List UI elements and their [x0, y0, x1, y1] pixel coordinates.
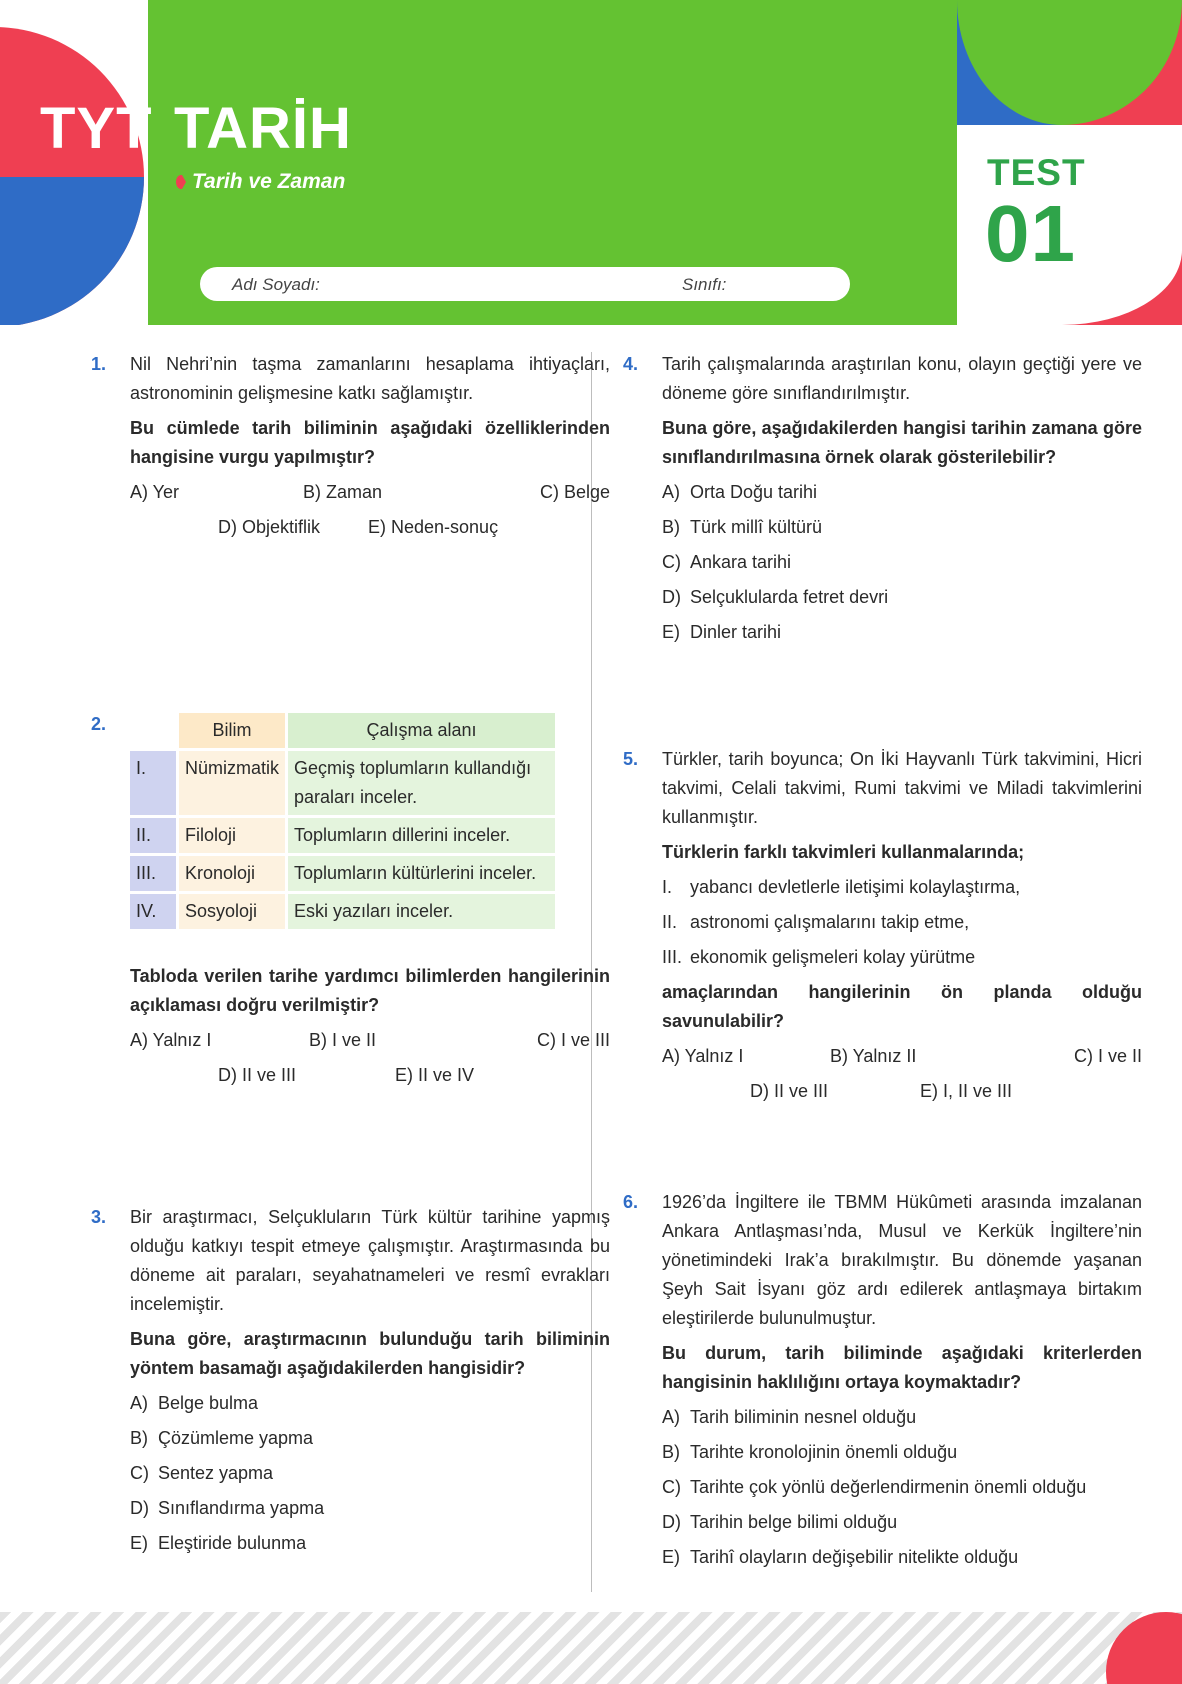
- table-row: [130, 856, 555, 891]
- question-stem: Türkler, tarih boyunca; On İki Hayvanlı Türk takvimini, Hicri takvimi, Celali takvimi, Rumi takvimi ve Miladi takvimlerini kullanmıştır.: [662, 749, 1142, 827]
- option-c[interactable]: C) I ve III: [536, 1030, 610, 1050]
- options-row-1: [130, 1026, 610, 1055]
- question-prompt: Bu cümlede tarih biliminin aşağıdaki özelliklerinden hangisine vurgu yapılmıştır?: [130, 418, 610, 467]
- option-a[interactable]: A) Orta Doğu tarihi: [662, 482, 818, 502]
- option-e[interactable]: E) II ve IV: [395, 1065, 475, 1085]
- table-row: [130, 751, 555, 815]
- question-number: 2.: [91, 714, 107, 734]
- row-science: Sosyoloji: [179, 894, 285, 929]
- question-prompt: Buna göre, araştırmacının bulunduğu tarih biliminin yöntem basamağı aşağıdakilerden hangisidir?: [130, 1329, 610, 1378]
- arrow-bullet-icon: [176, 175, 186, 189]
- question-number: 3.: [91, 1207, 107, 1227]
- option-e[interactable]: E) I, II ve III: [920, 1081, 1013, 1101]
- options-row-2: [662, 1077, 1142, 1106]
- options-list: [662, 1403, 1142, 1572]
- options-row-2: [130, 513, 610, 542]
- option-a[interactable]: A) Yer: [130, 482, 180, 502]
- sciences-table: [127, 710, 558, 932]
- option-c[interactable]: C) Belge: [539, 482, 610, 502]
- options-row-1: [130, 478, 610, 507]
- question-prompt: Bu durum, tarih biliminde aşağıdaki kriterlerden hangisinin haklılığını ortaya koymaktadır?: [662, 1343, 1142, 1392]
- row-number: II.: [130, 818, 176, 853]
- option-e[interactable]: E) Tarihî olayların değişebilir nitelikte olduğu: [662, 1547, 1019, 1567]
- question-prompt: Buna göre, aşağıdakilerden hangisi tarihin zamana göre sınıflandırılmasına örnek olarak gösterilebilir?: [662, 418, 1142, 467]
- option-b[interactable]: B) Çözümleme yapma: [130, 1428, 314, 1448]
- footer-corner-decoration: [1106, 1612, 1182, 1684]
- option-d[interactable]: D) Tarihin belge bilimi olduğu: [662, 1512, 898, 1532]
- table-row: [130, 894, 555, 929]
- question-number: 4.: [623, 354, 639, 374]
- question-stem: Nil Nehri’nin taşma zamanlarını hesaplama ihtiyaçları, astronominin gelişmesine katkı sağlamıştır.: [130, 354, 610, 403]
- row-science: Kronoloji: [179, 856, 285, 891]
- option-a[interactable]: A) Yalnız I: [130, 1030, 212, 1050]
- row-field: Toplumların kültürlerini inceler.: [288, 856, 555, 891]
- option-a[interactable]: A) Belge bulma: [130, 1393, 259, 1413]
- options-list: [130, 1389, 610, 1558]
- table-header-alan: Çalışma alanı: [288, 713, 555, 748]
- option-d[interactable]: D) II ve III: [750, 1081, 829, 1101]
- option-e[interactable]: E) Neden-sonuç: [368, 517, 499, 537]
- question-stem: 1926’da İngiltere ile TBMM Hükûmeti arasında imzalanan Ankara Antlaşması’nda, Musul ve Kerkük İngiltere’nin yönetimindeki Irak’a bırakılmıştır. Bu dönemde yaşanan Şeyh Sait İsyanı göz ardı edilerek antlaşmaya birtakım eleştirilerde bulunulmuştur.: [662, 1192, 1142, 1328]
- row-number: IV.: [130, 894, 176, 929]
- options-row-2: [130, 1061, 610, 1090]
- row-science: Nümizmatik: [179, 751, 285, 815]
- name-label: Adı Soyadı:: [232, 275, 320, 294]
- row-field: Geçmiş toplumların kullandığı paraları inceler.: [288, 751, 555, 815]
- option-d[interactable]: D) II ve III: [218, 1065, 297, 1085]
- option-c[interactable]: C) Ankara tarihi: [662, 552, 792, 572]
- statement-item: I. yabancı devletlerle iletişimi kolaylaştırma,: [662, 877, 1021, 897]
- option-a[interactable]: A) Yalnız I: [662, 1046, 744, 1066]
- row-science: Filoloji: [179, 818, 285, 853]
- option-c[interactable]: C) Tarihte çok yönlü değerlendirmenin önemli olduğu: [662, 1477, 1087, 1497]
- option-b[interactable]: B) Zaman: [303, 482, 383, 502]
- question-4: [623, 350, 1142, 653]
- options-row-1: [662, 1042, 1142, 1071]
- question-2: [91, 710, 610, 1096]
- option-e[interactable]: E) Eleştiride bulunma: [130, 1533, 307, 1553]
- option-d[interactable]: D) Selçuklularda fetret devri: [662, 587, 889, 607]
- question-5: [623, 745, 1142, 1112]
- option-d[interactable]: D) Sınıflandırma yapma: [130, 1498, 325, 1518]
- statement-item: III. ekonomik gelişmeleri kolay yürütme: [662, 947, 976, 967]
- option-b[interactable]: B) Türk millî kültürü: [662, 517, 823, 537]
- option-a[interactable]: A) Tarih biliminin nesnel olduğu: [662, 1407, 917, 1427]
- option-c[interactable]: C) I ve II: [1073, 1046, 1142, 1066]
- row-field: Toplumların dillerini inceler.: [288, 818, 555, 853]
- test-label: TEST: [987, 152, 1086, 193]
- option-d[interactable]: D) Objektiflik: [218, 517, 321, 537]
- option-b[interactable]: B) I ve II: [309, 1030, 377, 1050]
- topic-label: Tarih ve Zaman: [176, 170, 345, 194]
- question-stem: Bir araştırmacı, Selçukluların Türk kültür tarihine yapmış olduğu katkıyı tespit etmeye çalışmıştır. Araştırmasında bu döneme ait paraları, seyahatnameleri ve resmî evrakları incelemiştir.: [130, 1207, 610, 1314]
- question-6: [623, 1188, 1142, 1578]
- page-header: [0, 0, 1182, 325]
- question-prompt: amaçlarından hangilerinin ön planda olduğu savunulabilir?: [662, 982, 1142, 1031]
- option-c[interactable]: C) Sentez yapma: [130, 1463, 274, 1483]
- question-stem: Tarih çalışmalarında araştırılan konu, olayın geçtiği yere ve döneme göre sınıflandırılmıştır.: [662, 354, 1142, 403]
- subject-title: TARİH: [174, 96, 352, 161]
- class-label: Sınıfı:: [682, 275, 727, 294]
- page-footer-stripes: [0, 1612, 1182, 1684]
- options-list: [662, 478, 1142, 647]
- option-b[interactable]: B) Yalnız II: [830, 1046, 917, 1066]
- option-e[interactable]: E) Dinler tarihi: [662, 622, 782, 642]
- table-header-bilim: Bilim: [179, 713, 285, 748]
- question-1: [91, 350, 610, 548]
- name-class-field[interactable]: [200, 267, 850, 301]
- row-number: I.: [130, 751, 176, 815]
- row-number: III.: [130, 856, 176, 891]
- question-number: 1.: [91, 354, 107, 374]
- question-number: 5.: [623, 749, 639, 769]
- question-3: [91, 1203, 610, 1564]
- statement-item: II. astronomi çalışmalarını takip etme,: [662, 912, 970, 932]
- option-b[interactable]: B) Tarihte kronolojinin önemli olduğu: [662, 1442, 958, 1462]
- test-number: 01: [985, 189, 1076, 278]
- row-field: Eski yazıları inceler.: [288, 894, 555, 929]
- question-number: 6.: [623, 1192, 639, 1212]
- question-lead: Türklerin farklı takvimleri kullanmalarında;: [662, 842, 1025, 862]
- question-prompt: Tabloda verilen tarihe yardımcı bilimlerden hangilerinin açıklaması doğru verilmiştir?: [130, 966, 610, 1015]
- exam-title: TYT: [40, 96, 153, 161]
- statements-list: [662, 873, 1142, 972]
- table-row: [130, 818, 555, 853]
- header-left-decoration: [0, 0, 148, 325]
